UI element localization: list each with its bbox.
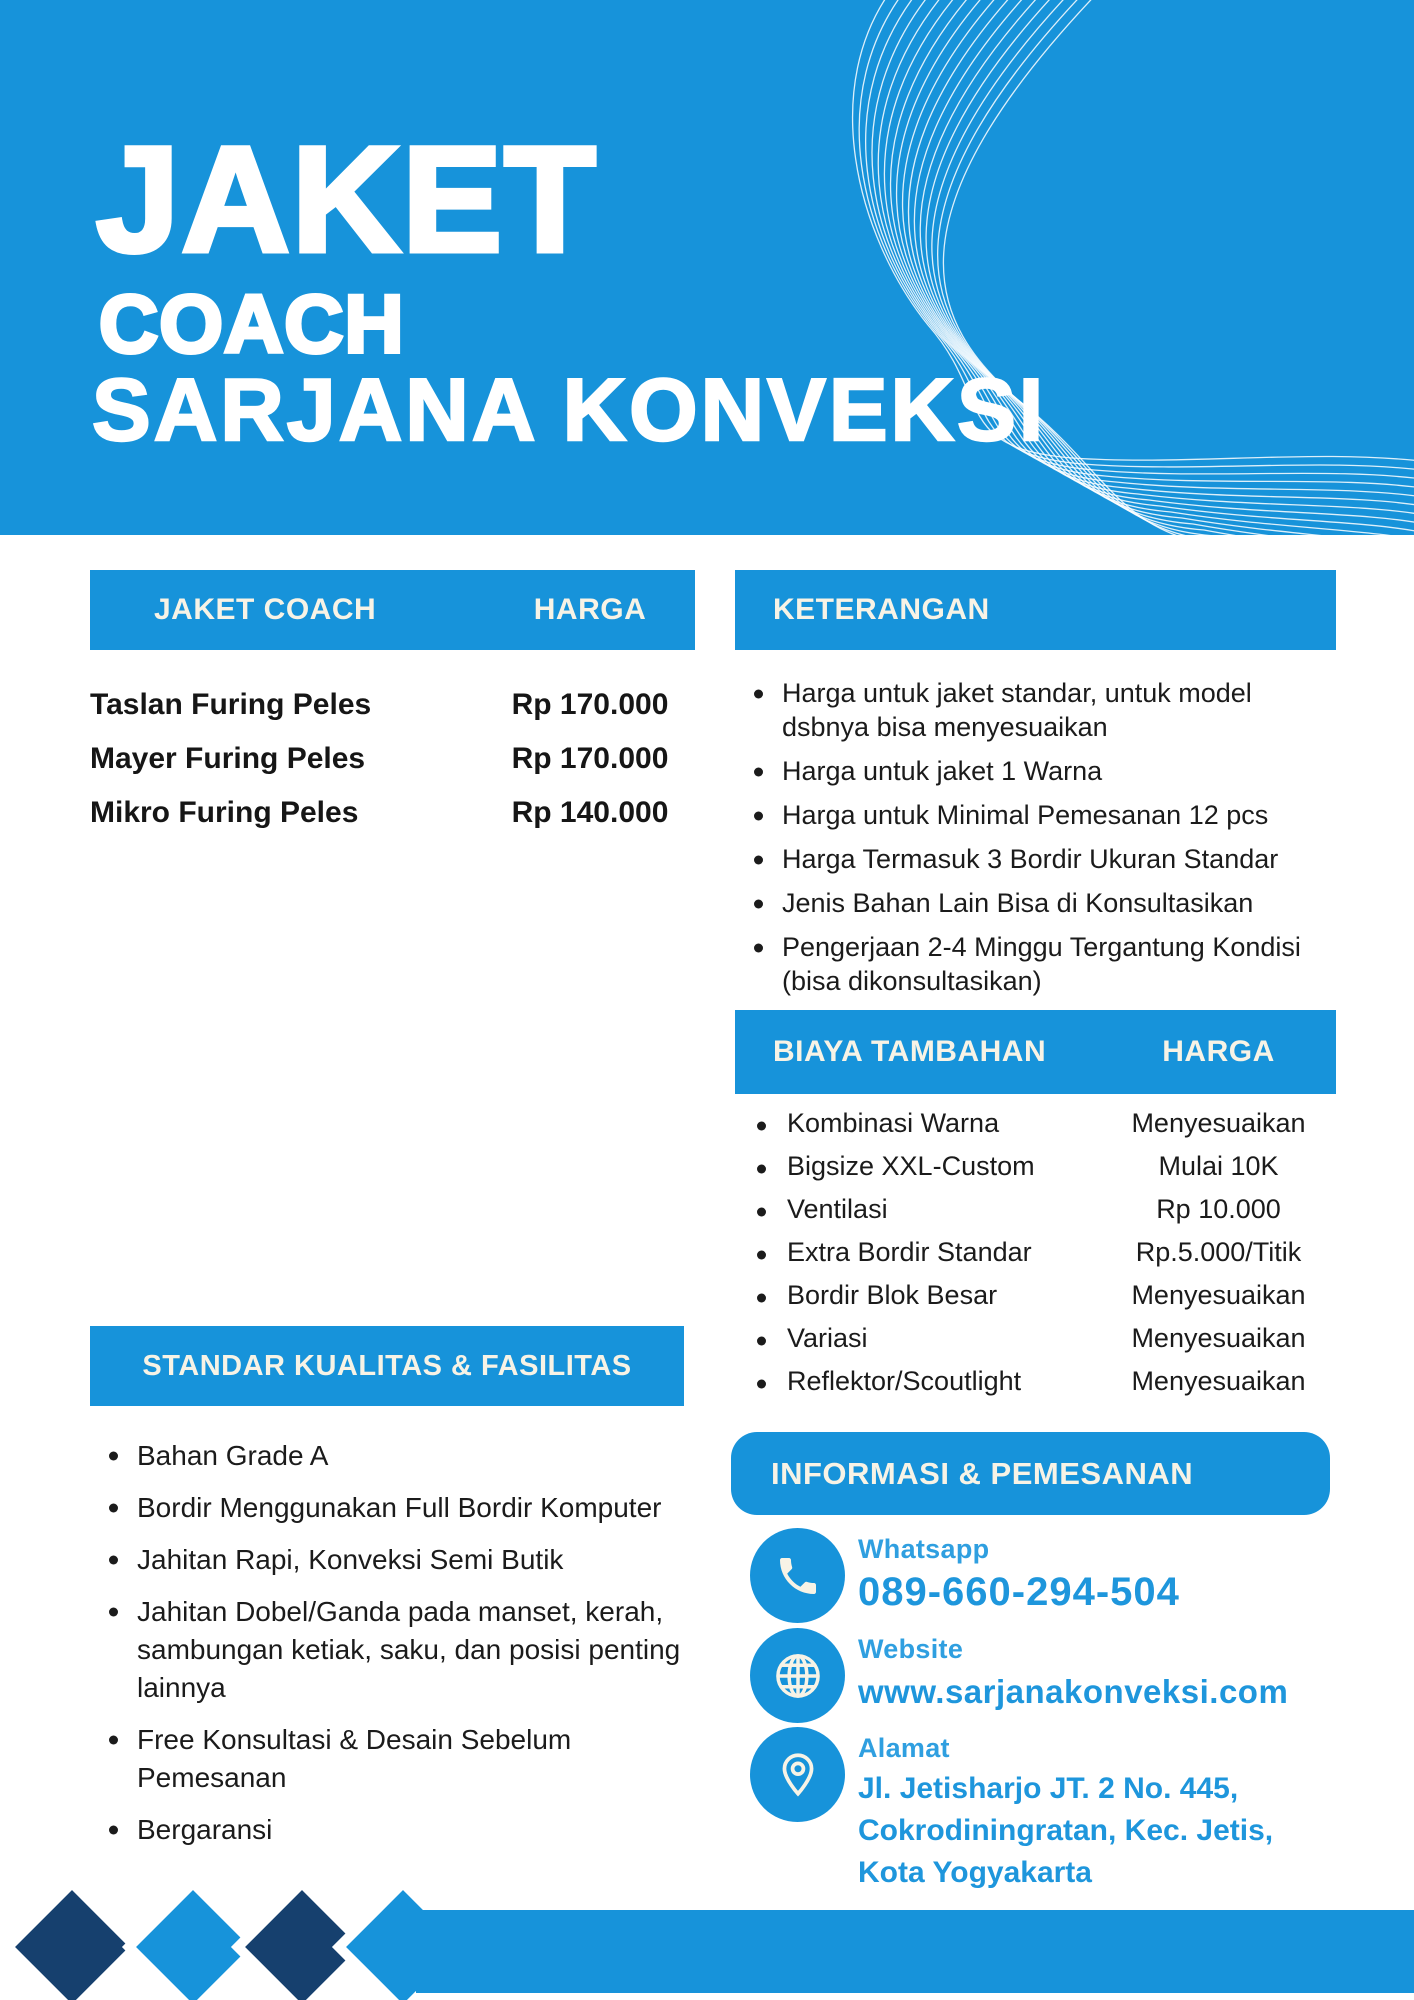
biaya-title: BIAYA TAMBAHAN [773, 1035, 1047, 1068]
address-label: Alamat [858, 1733, 950, 1763]
whatsapp-number[interactable]: 089-660-294-504 [858, 1570, 1180, 1614]
table-row [90, 688, 695, 722]
list-item: Harga untuk Minimal Pemesanan 12 pcs [745, 798, 1345, 832]
addon-price: Menyesuaikan [1131, 1108, 1306, 1138]
addon-name: Extra Bordir Standar [735, 1237, 1101, 1267]
list-item: Free Konsultasi & Desain Sebelum Pemesanan [100, 1721, 700, 1797]
product-price: Rp 140.000 [511, 796, 669, 829]
address-line: Jl. Jetisharjo JT. 2 No. 445, [858, 1772, 1239, 1805]
table-row [735, 1237, 1336, 1267]
addon-price: Mulai 10K [1158, 1151, 1279, 1181]
table-row [735, 1280, 1336, 1310]
keterangan-title: KETERANGAN [773, 593, 990, 626]
list-item: Harga untuk jaket standar, untuk model dsbnya bisa menyesuaikan [745, 676, 1345, 744]
product-name: Mikro Furing Peles [90, 796, 359, 829]
standar-header [90, 1326, 684, 1406]
phone-icon [750, 1528, 845, 1623]
keterangan-list [745, 676, 1345, 998]
product-price: Rp 170.000 [511, 688, 669, 721]
biaya-col-harga: HARGA [1162, 1035, 1275, 1068]
price-table-col-item: JAKET COACH [154, 593, 377, 626]
keterangan-header [735, 570, 1336, 650]
addon-price: Rp 10.000 [1156, 1194, 1281, 1224]
price-table-rows [90, 688, 695, 830]
table-row [735, 1366, 1336, 1396]
website-url[interactable]: www.sarjanakonveksi.com [858, 1673, 1289, 1710]
address-line: Kota Yogyakarta [858, 1856, 1092, 1889]
table-row [90, 796, 695, 830]
standar-title: STANDAR KUALITAS & FASILITAS [142, 1349, 632, 1382]
price-table-header [90, 570, 695, 650]
biaya-rows [735, 1108, 1336, 1396]
table-row [735, 1323, 1336, 1353]
hero-banner [0, 0, 1414, 535]
website-label: Website [858, 1634, 964, 1664]
price-table-col-harga: HARGA [533, 593, 647, 626]
table-row [735, 1151, 1336, 1181]
table-row [735, 1108, 1336, 1138]
addon-name: Bigsize XXL-Custom [735, 1151, 1101, 1181]
product-price: Rp 170.000 [511, 742, 669, 775]
globe-icon [750, 1628, 845, 1723]
list-item: Harga Termasuk 3 Bordir Ukuran Standar [745, 842, 1345, 876]
biaya-table-header [735, 1010, 1336, 1094]
list-item: Bergaransi [100, 1811, 700, 1849]
addon-name: Variasi [735, 1323, 1101, 1353]
title-coach: COACH [99, 279, 405, 370]
addon-name: Bordir Blok Besar [735, 1280, 1101, 1310]
addon-name: Reflektor/Scoutlight [735, 1366, 1101, 1396]
list-item: Harga untuk jaket 1 Warna [745, 754, 1345, 788]
info-header [731, 1432, 1330, 1515]
list-item: Jahitan Dobel/Ganda pada manset, kerah, sambungan ketiak, saku, dan posisi penting lainnya [100, 1593, 700, 1707]
list-item: Bahan Grade A [100, 1437, 700, 1475]
info-title: INFORMASI & PEMESANAN [771, 1455, 1194, 1491]
list-item: Pengerjaan 2-4 Minggu Tergantung Kondisi (bisa dikonsultasikan) [745, 930, 1345, 998]
addon-name: Ventilasi [735, 1194, 1101, 1224]
addon-price: Menyesuaikan [1131, 1280, 1306, 1310]
address-line: Cokrodiningratan, Kec. Jetis, [858, 1814, 1274, 1847]
product-name: Taslan Furing Peles [90, 688, 372, 721]
whatsapp-label: Whatsapp [858, 1534, 990, 1564]
table-row [90, 742, 695, 776]
list-item: Bordir Menggunakan Full Bordir Komputer [100, 1489, 700, 1527]
title-jaket: JAKET [96, 115, 598, 283]
title-brand: SARJANA KONVEKSI [92, 360, 1047, 459]
location-pin-icon [750, 1727, 845, 1822]
list-item: Jahitan Rapi, Konveksi Semi Butik [100, 1541, 700, 1579]
addon-price: Menyesuaikan [1131, 1323, 1306, 1353]
addon-price: Menyesuaikan [1131, 1366, 1306, 1396]
addon-name: Kombinasi Warna [735, 1108, 1101, 1138]
addon-price: Rp.5.000/Titik [1135, 1237, 1302, 1267]
standar-list [100, 1437, 700, 1849]
list-item: Jenis Bahan Lain Bisa di Konsultasikan [745, 886, 1345, 920]
footer-diamond-decoration [0, 1870, 1414, 2000]
table-row [735, 1194, 1336, 1224]
product-name: Mayer Furing Peles [90, 742, 366, 775]
